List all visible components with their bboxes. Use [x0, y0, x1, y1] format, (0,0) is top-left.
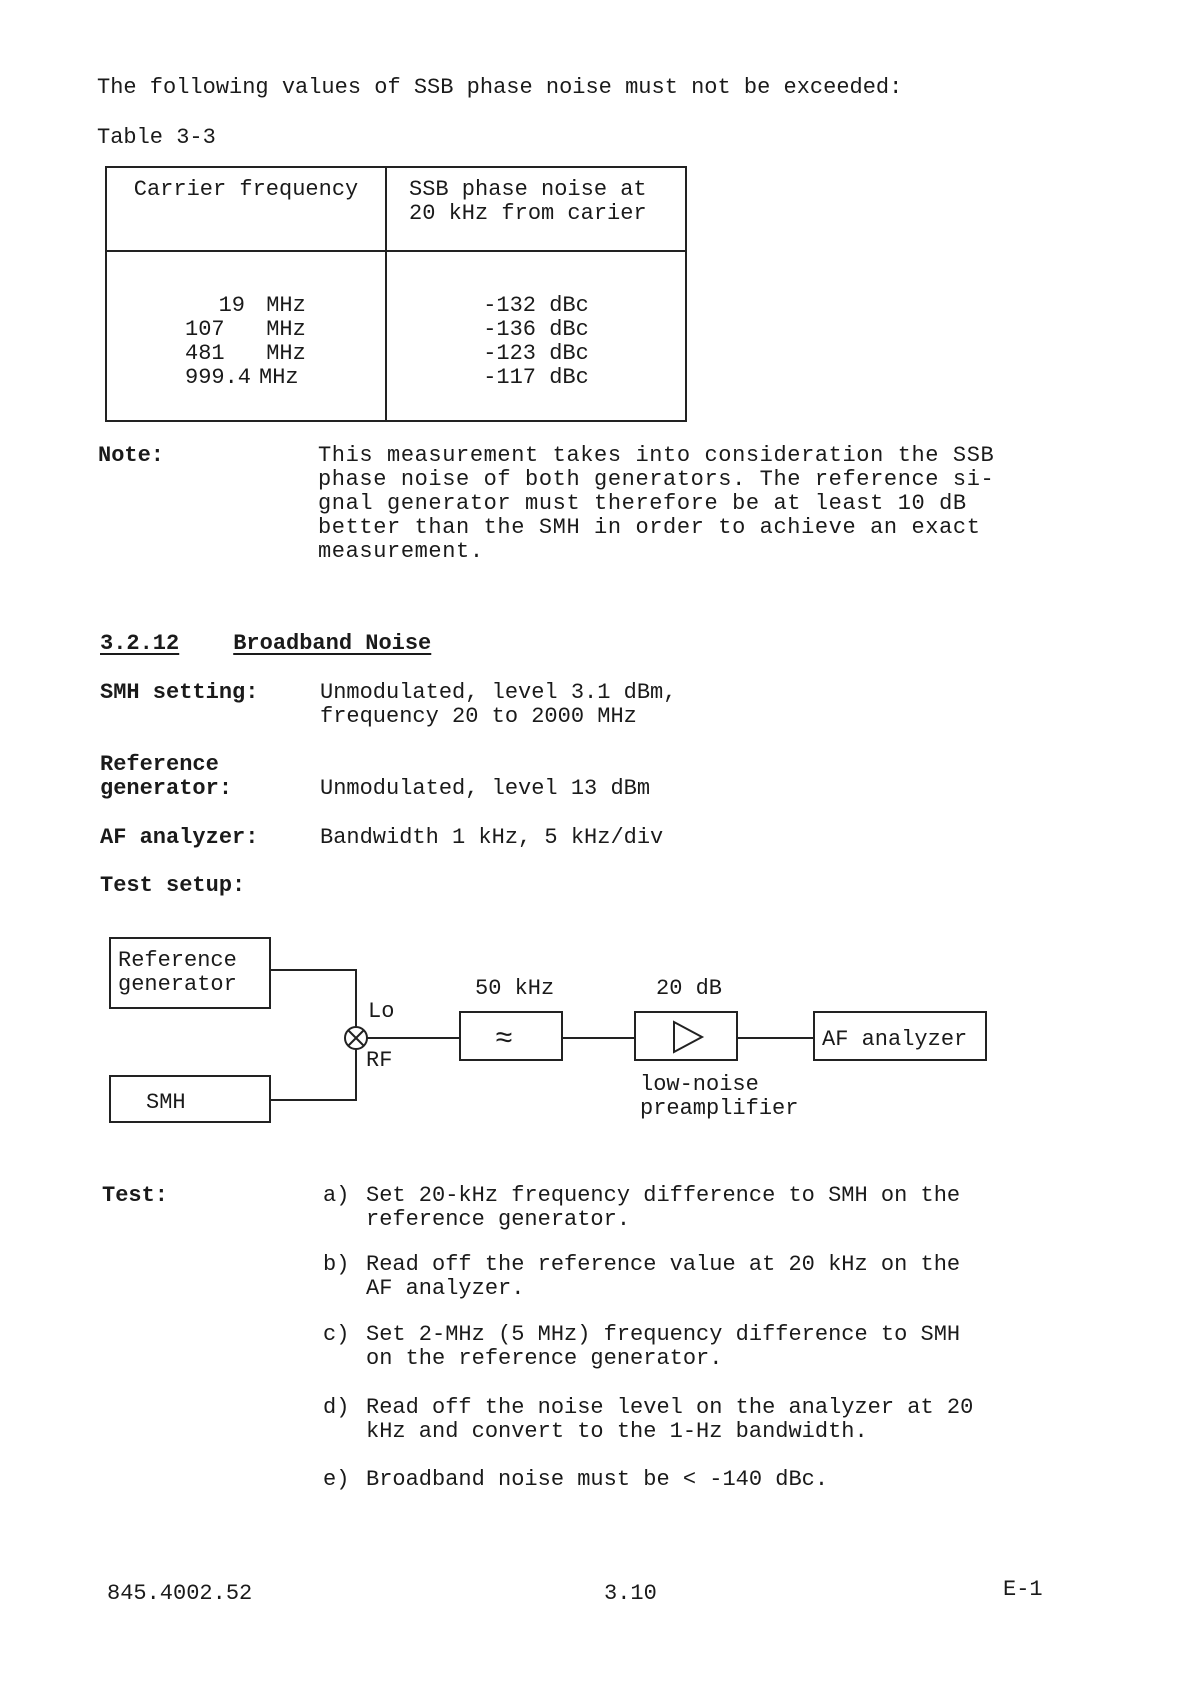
- step-e-text: Broadband noise must be < -140 dBc.: [366, 1467, 829, 1492]
- table-cell: -117 dBc: [483, 365, 589, 390]
- ref-to-mixer-line: [270, 970, 356, 1028]
- test-setup-diagram: [100, 930, 1000, 1140]
- step-a-text: Set 20-kHz frequency difference to SMH on the reference generator.: [366, 1183, 961, 1232]
- phase-noise-table: [105, 166, 687, 422]
- table-row: 19 MHz: [218, 293, 306, 318]
- header-carrier-frequency: Carrier frequency: [106, 167, 386, 251]
- table-caption: Table 3-3: [97, 125, 216, 150]
- step-c-letter: c): [323, 1322, 350, 1347]
- amplifier-gain-label: 20 dB: [656, 976, 723, 1001]
- filter-bandwidth-label: 50 kHz: [475, 976, 555, 1001]
- step-d-letter: d): [323, 1395, 350, 1420]
- amplifier-caption-line1: low-noise: [640, 1072, 759, 1097]
- table-header-row: [106, 167, 686, 251]
- reference-generator-label: Reference generator:: [100, 752, 233, 801]
- test-label: Test:: [102, 1183, 169, 1208]
- lo-label: Lo: [368, 999, 395, 1024]
- step-d-text: Read off the noise level on the analyzer at 20 kHz and convert to the 1-Hz bandwidth.: [366, 1395, 974, 1444]
- smh-setting-value: Unmodulated, level 3.1 dBm, frequency 20 to 2000 MHz: [320, 680, 677, 729]
- step-e-letter: e): [323, 1467, 350, 1492]
- step-b-letter: b): [323, 1252, 350, 1277]
- ref-gen-line1: Reference: [118, 948, 237, 973]
- amplifier-box: [635, 1012, 737, 1060]
- table-row: 481 MHz: [185, 341, 306, 366]
- af-analyzer-value: Bandwidth 1 kHz, 5 kHz/div: [320, 825, 664, 850]
- smh-box: [110, 1076, 270, 1122]
- smh-setting-label: SMH setting:: [100, 680, 259, 705]
- note-label: Note:: [98, 443, 165, 468]
- step-a-letter: a): [323, 1183, 350, 1208]
- smh-to-mixer-line: [270, 1048, 356, 1100]
- section-number: 3.2.12: [100, 631, 180, 656]
- phase-noise-column: [386, 251, 686, 421]
- amplifier-triangle-icon: [674, 1022, 702, 1052]
- section-heading: [100, 631, 431, 656]
- ref-gen-line2: generator: [118, 972, 237, 997]
- table-body-row: [106, 251, 686, 421]
- filter-symbol-icon: ≈: [495, 1023, 514, 1057]
- af-analyzer-label: AF analyzer:: [100, 825, 259, 850]
- footer-doc-number: 845.4002.52: [107, 1581, 253, 1606]
- af-analyzer-box-label: AF analyzer: [822, 1027, 968, 1052]
- reference-generator-value: Unmodulated, level 13 dBm: [320, 776, 651, 801]
- footer-edition: E-1: [1003, 1577, 1043, 1602]
- smh-label: SMH: [146, 1090, 186, 1115]
- test-setup-label: Test setup:: [100, 873, 246, 898]
- header-ssb-phase-noise: SSB phase noise at 20 kHz from carier: [386, 167, 686, 251]
- section-title: Broadband Noise: [233, 631, 432, 656]
- step-b-text: Read off the reference value at 20 kHz on the AF analyzer.: [366, 1252, 961, 1301]
- table-row: 107 MHz: [185, 317, 306, 342]
- intro-line: The following values of SSB phase noise must not be exceeded:: [97, 75, 903, 100]
- step-c-text: Set 2-MHz (5 MHz) frequency difference to SMH on the reference generator.: [366, 1322, 961, 1371]
- amplifier-caption-line2: preamplifier: [640, 1096, 799, 1121]
- rf-label: RF: [366, 1048, 393, 1073]
- table-cell: -123 dBc: [483, 341, 589, 366]
- frequency-column: [106, 251, 386, 421]
- table-cell: -132 dBc: [483, 293, 589, 318]
- footer-page-number: 3.10: [604, 1581, 657, 1606]
- table-row: 999.4 MHz: [185, 365, 299, 390]
- note-text: This measurement takes into consideration the SSB phase noise of both generators. The reference si- gnal generator must therefore be at least 10 dB better than the SMH in order to achieve an exact measurement.: [318, 443, 995, 564]
- table-cell: -136 dBc: [483, 317, 589, 342]
